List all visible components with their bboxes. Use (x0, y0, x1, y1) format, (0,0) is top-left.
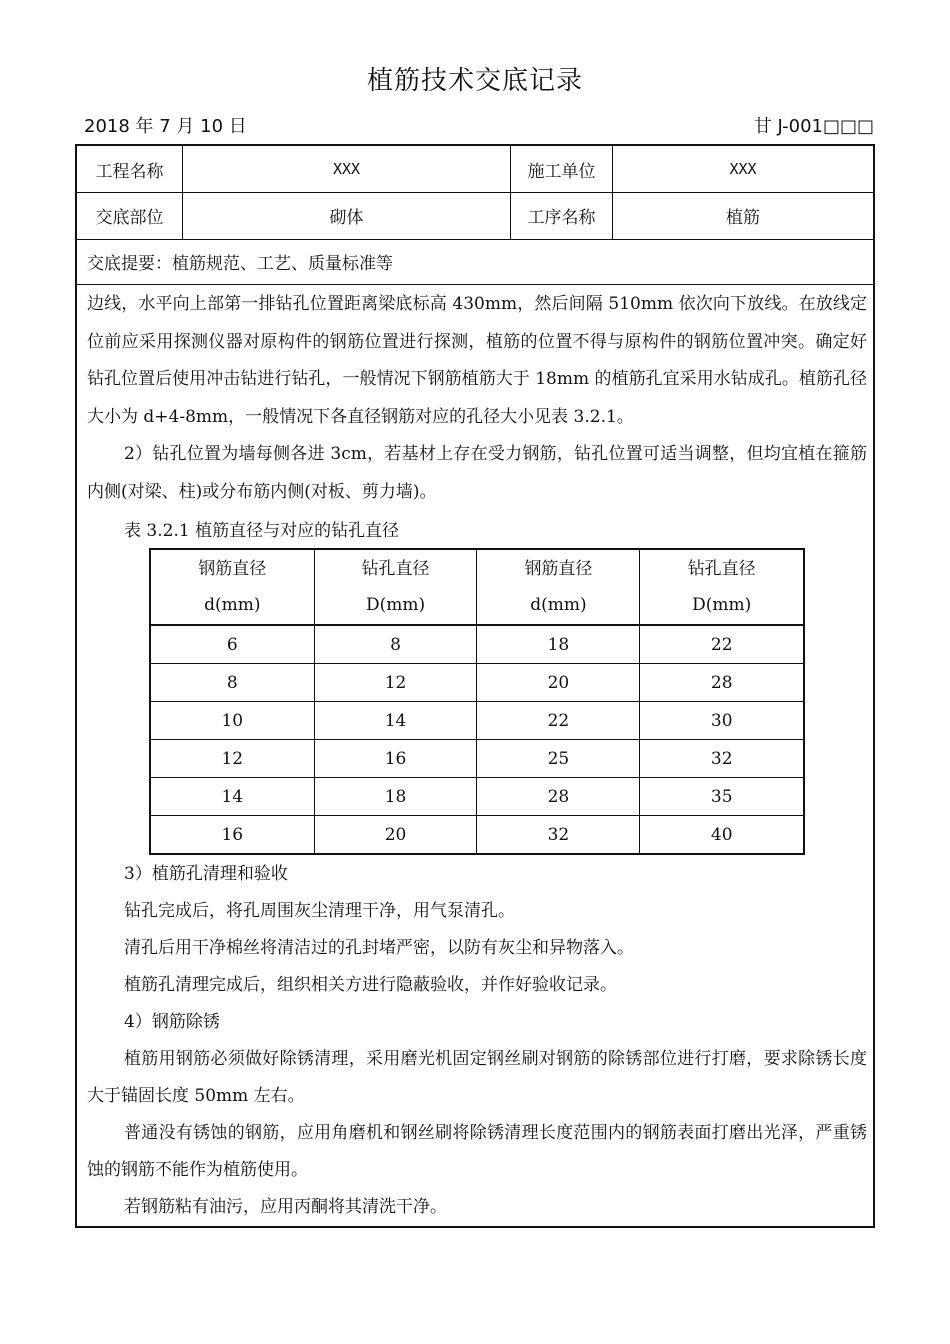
column-header (640, 549, 804, 625)
paragraph: 若钢筋粘有油污，应用丙酮将其清洗干净。 (124, 1197, 447, 1217)
subsection-heading: 3）植筋孔清理和验收 (124, 864, 288, 884)
table-cell: 32 (640, 740, 804, 778)
table-cell: 28 (640, 664, 804, 702)
table-cell: 12 (314, 664, 477, 702)
summary-text: 交底提要：植筋规范、工艺、质量标准等 (87, 254, 393, 274)
part-value: 砌体 (182, 192, 510, 239)
process-label: 工序名称 (510, 192, 612, 239)
table-cell: 18 (477, 625, 640, 664)
table-cell: 12 (150, 740, 314, 778)
table-cell: 18 (314, 778, 477, 816)
unit-value: XXX (612, 146, 873, 192)
table-cell: 20 (314, 816, 477, 855)
table-cell: 20 (477, 664, 640, 702)
paragraph: 2）钻孔位置为墙每侧各进 3cm，若基材上存在受力钢筋，钻孔位置可适当调整，但均宜植在箍筋内侧(对梁、柱)或分布筋内侧(对板、剪力墙)。 (87, 444, 867, 502)
table-row (150, 740, 804, 778)
table-cell: 32 (477, 816, 640, 855)
table-cell: 16 (150, 816, 314, 855)
table-caption: 表 3.2.1 植筋直径与对应的钻孔直径 (124, 521, 400, 541)
header-row-2 (77, 192, 873, 240)
column-header-unit: d(mm) (530, 595, 587, 615)
table-row (150, 702, 804, 740)
paragraph: 边线，水平向上部第一排钻孔位置距离梁底标高 430mm，然后间隔 510mm 依次向下放线。在放线定位前应采用探测仪器对原构件的钢筋位置进行探测，植筋的位置不得与原构件的钢筋位置冲突。确定好钻孔位置后使用冲击钻进行钻孔，一般情况下钢筋植筋大于 18mm 的植筋孔宜采用水钻成孔。植筋孔径大小为 d+4-8mm，一般情况下各直径钢筋对应的孔径大小见表 3.2.1。 (87, 294, 867, 427)
paragraph: 普通没有锈蚀的钢筋，应用角磨机和钢丝刷将除锈清理长度范围内的钢筋表面打磨出光泽，严重锈蚀的钢筋不能作为植筋使用。 (87, 1123, 867, 1180)
table-cell: 40 (640, 816, 804, 855)
column-header-unit: D(mm) (365, 595, 426, 615)
table-cell: 16 (314, 740, 477, 778)
table-cell: 25 (477, 740, 640, 778)
paragraph: 钻孔完成后，将孔周围灰尘清理干净，用气泵清孔。 (124, 901, 515, 921)
diameter-table (149, 548, 805, 855)
column-header-name: 钢筋直径 (524, 559, 593, 579)
column-header (150, 549, 314, 625)
table-cell: 8 (314, 625, 477, 664)
column-header-unit: d(mm) (204, 595, 261, 615)
summary-row (77, 239, 873, 285)
table-row (150, 664, 804, 702)
table-cell: 6 (150, 625, 314, 664)
paragraph: 清孔后用干净棉丝将清洁过的孔封堵严密，以防有灰尘和异物落入。 (124, 938, 634, 958)
table-cell: 22 (640, 625, 804, 664)
table-row (150, 778, 804, 816)
column-header (314, 549, 477, 625)
table-header-row (150, 549, 804, 625)
process-value: 植筋 (612, 192, 873, 239)
table-cell: 14 (314, 702, 477, 740)
paragraph: 植筋用钢筋必须做好除锈清理，采用磨光机固定钢丝刷对钢筋的除锈部位进行打磨，要求除锈长度大于锚固长度 50mm 左右。 (87, 1049, 867, 1106)
record-code: 甘 J-001□□□ (753, 116, 874, 137)
column-header-name: 钢筋直径 (198, 559, 267, 579)
column-header-unit: D(mm) (692, 595, 752, 615)
table-cell: 8 (150, 664, 314, 702)
table-cell: 30 (640, 702, 804, 740)
header-row-1 (77, 146, 873, 193)
document-title: 植筋技术交底记录 (366, 66, 583, 96)
column-header-name: 钻孔直径 (361, 559, 430, 579)
table-row (150, 625, 804, 664)
unit-label: 施工单位 (510, 146, 612, 192)
content-body (87, 286, 867, 511)
record-date: 2018 年 7 月 10 日 (84, 116, 247, 137)
column-header-name: 钻孔直径 (687, 559, 756, 579)
column-header (477, 549, 640, 625)
subsection-heading: 4）钢筋除锈 (124, 1012, 220, 1032)
table-cell: 35 (640, 778, 804, 816)
table-cell: 28 (477, 778, 640, 816)
table-cell: 10 (150, 702, 314, 740)
project-value: XXX (182, 146, 510, 192)
record-frame (75, 144, 875, 1228)
part-label: 交底部位 (95, 208, 164, 228)
project-label: 工程名称 (95, 161, 164, 182)
after-table-body (87, 856, 867, 1226)
table-cell: 22 (477, 702, 640, 740)
paragraph: 植筋孔清理完成后，组织相关方进行隐蔽验收，并作好验收记录。 (124, 975, 617, 995)
table-row (150, 816, 804, 855)
table-cell: 14 (150, 778, 314, 816)
